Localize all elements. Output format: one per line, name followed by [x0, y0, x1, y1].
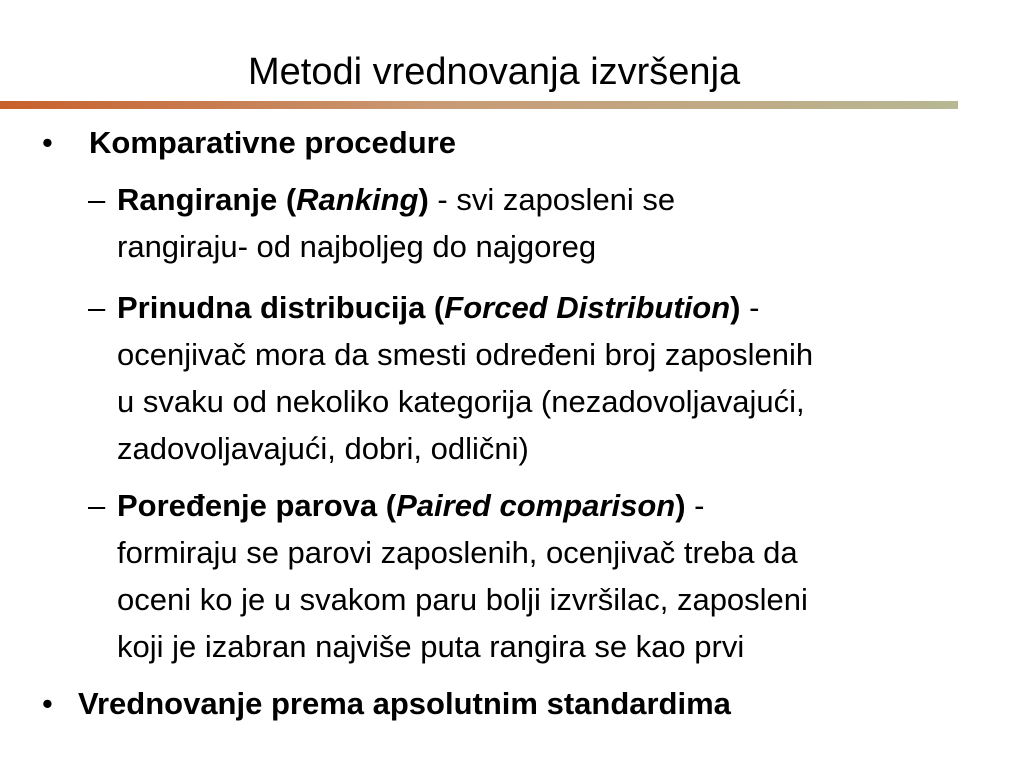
term-close: ) — [730, 290, 741, 325]
dash-marker: – — [88, 290, 106, 325]
desc-line: zadovoljavajući, dobri, odlični) — [117, 431, 529, 466]
sub-item-first-line — [88, 482, 1018, 529]
desc-line: ocenjivač mora da smesti određeni broj zaposlenih — [117, 337, 814, 372]
desc-line: u svaku od nekoliko kategorija (nezadovoljavajući, — [117, 384, 805, 419]
sub-item-paired-comparison — [88, 482, 1018, 670]
sub-item-forced-distribution — [88, 284, 1018, 472]
dash-marker: – — [88, 488, 106, 523]
bullet-item — [78, 684, 731, 724]
sub-item-ranking — [88, 176, 1018, 270]
sub-item-first-line — [88, 284, 1018, 331]
slide-title: Metodi vrednovanja izvršenja — [248, 51, 741, 93]
sub-item-first-line — [88, 176, 1018, 223]
dash-marker: – — [88, 182, 106, 217]
term-english: Paired comparison — [396, 488, 676, 523]
term-close: ) — [418, 182, 429, 217]
desc-start: - — [740, 290, 760, 325]
desc-start: - — [685, 488, 705, 523]
title-divider — [0, 101, 958, 109]
term-label: Prinudna distribucija ( — [117, 290, 445, 325]
term-label: Rangiranje ( — [117, 182, 297, 217]
bullet-label: Komparativne procedure — [89, 125, 456, 160]
desc-line: rangiraju- od najboljeg do najgoreg — [117, 229, 597, 264]
term-label: Poređenje parova ( — [117, 488, 397, 523]
term-english: Ranking — [296, 182, 419, 217]
desc-line: oceni ko je u svakom paru bolji izvršilac, zaposleni — [117, 582, 808, 617]
bullet-item — [89, 123, 456, 163]
term-english: Forced Distribution — [444, 290, 731, 325]
bullet-label: Vrednovanje prema apsolutnim standardima — [78, 686, 731, 721]
desc-line: koji je izabran najviše puta rangira se kao prvi — [117, 629, 745, 664]
bullet-marker: • — [42, 125, 53, 160]
desc-start: - svi zaposleni se — [428, 182, 676, 217]
term-close: ) — [675, 488, 686, 523]
bullet-marker: • — [42, 686, 53, 721]
desc-line: formiraju se parovi zaposlenih, ocenjivač treba da — [117, 535, 798, 570]
